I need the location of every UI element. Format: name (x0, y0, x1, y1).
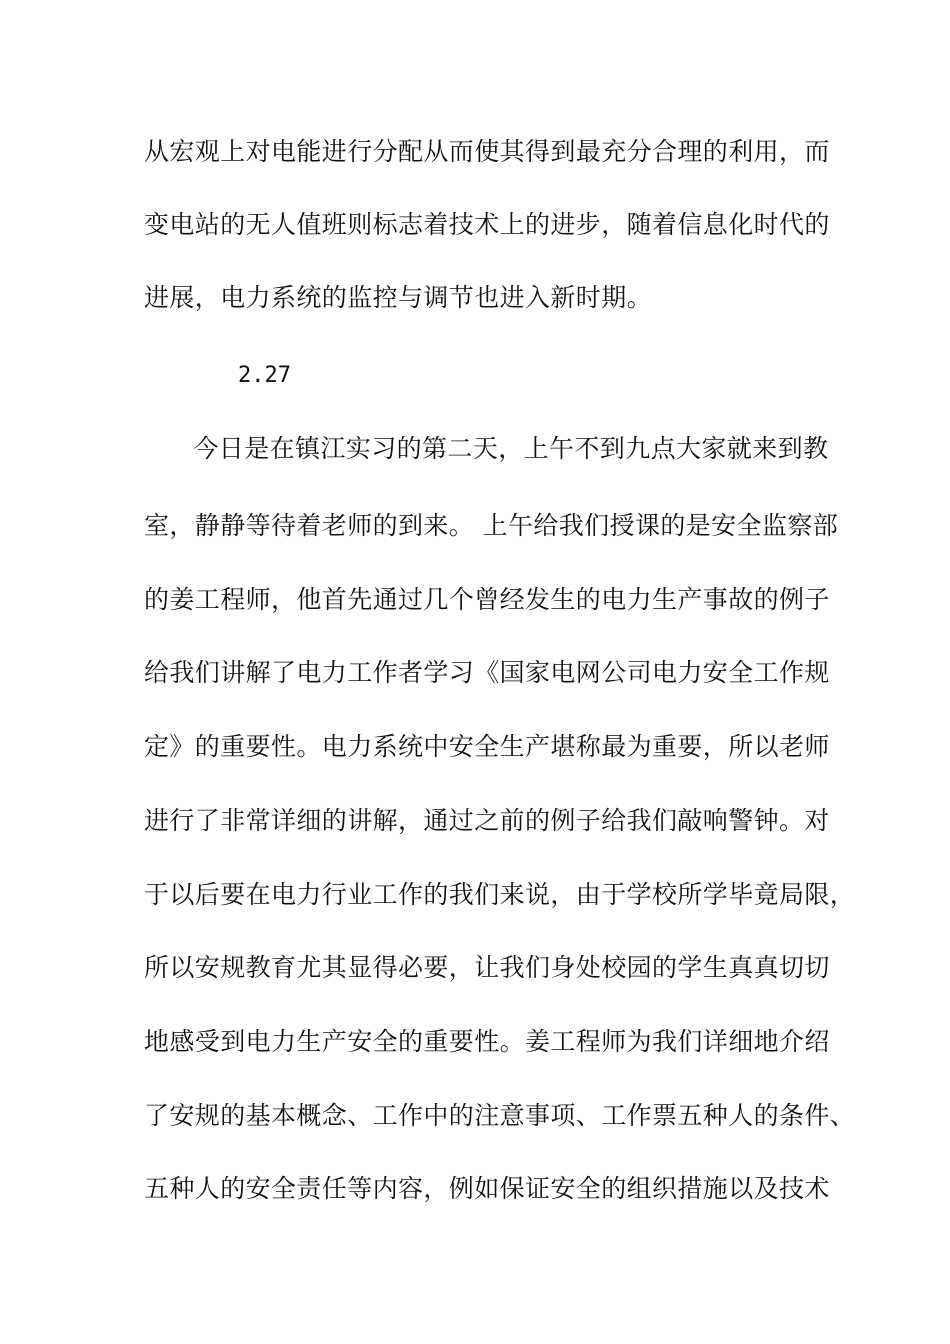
text-line: 室，静静等待着老师的到来。 上午给我们授课的是安全监察部 (144, 511, 839, 540)
text-line: 地感受到电力生产安全的重要性。姜工程师为我们详细地介绍 (144, 1027, 830, 1056)
text-line: 从宏观上对电能进行分配从而使其得到最充分合理的利用，而 (144, 137, 830, 166)
text-line: 了安规的基本概念、工作中的注意事项、工作票五种人的条件、 (144, 1101, 856, 1130)
text-line: 给我们讲解了电力工作者学习《国家电网公司电力安全工作规 (144, 658, 830, 687)
text-line: 进行了非常详细的讲解，通过之前的例子给我们敲响警钟。对 (144, 806, 830, 835)
text-line: 进展，电力系统的监控与调节也进入新时期。 (144, 283, 653, 312)
text-line: 所以安规教育尤其显得必要，让我们身处校园的学生真真切切 (144, 953, 830, 982)
text-line: 五种人的安全责任等内容，例如保证安全的组织措施以及技术 (144, 1174, 830, 1203)
text-line: 变电站的无人值班则标志着技术上的进步，随着信息化时代的 (144, 210, 830, 239)
text-line: 于以后要在电力行业工作的我们来说，由于学校所学毕竟局限， (144, 880, 856, 909)
text-line: 今日是在镇江实习的第二天，上午不到九点大家就来到教 (168, 434, 829, 463)
text-line: 的姜工程师，他首先通过几个曾经发生的电力生产事故的例子 (144, 585, 830, 614)
text-line: 定》的重要性。电力系统中安全生产堪称最为重要，所以老师 (144, 732, 830, 761)
date-heading: 2.27 (238, 363, 291, 388)
